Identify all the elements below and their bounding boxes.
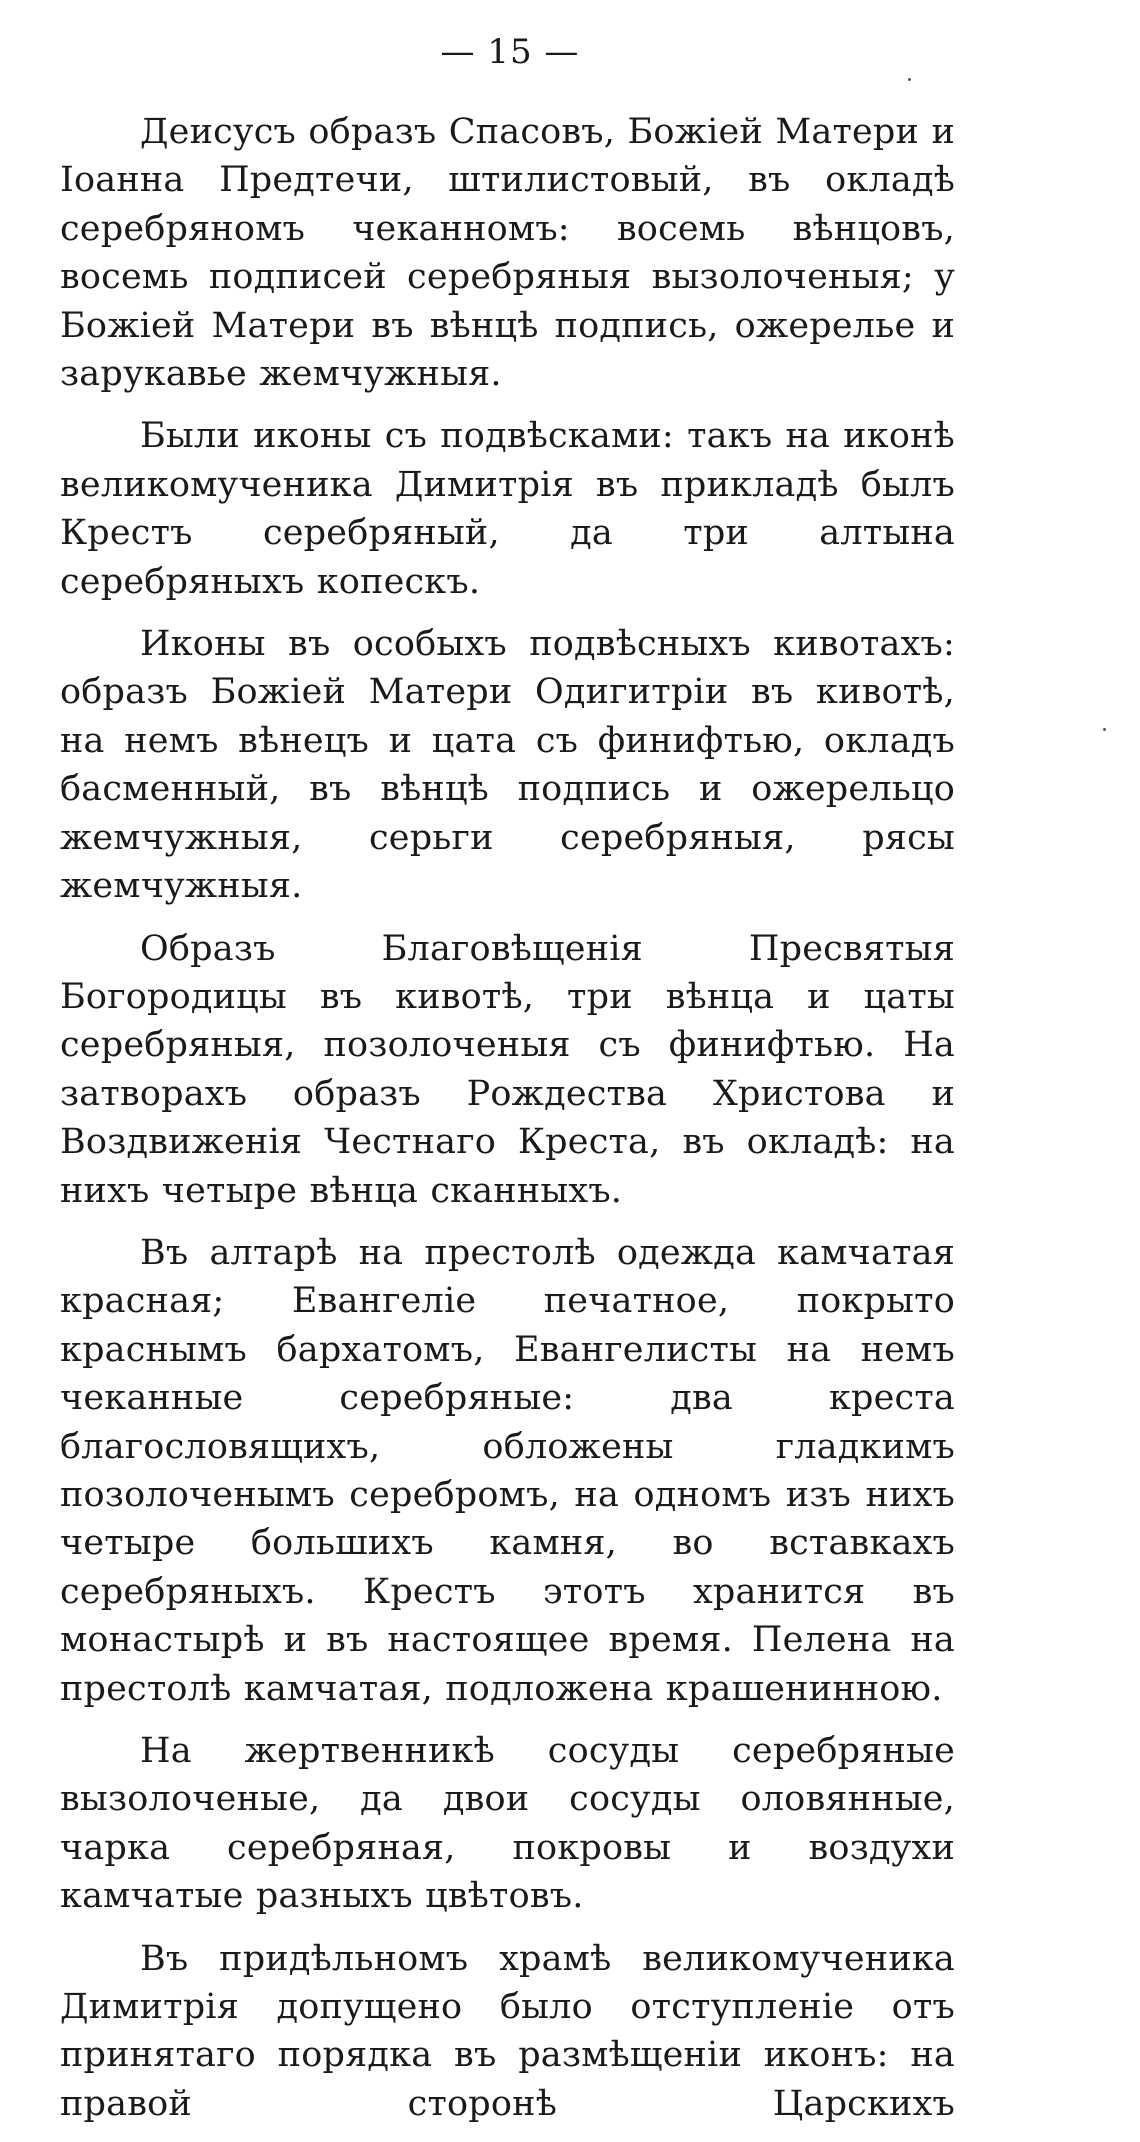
paragraph-annunciation-icon: Образъ Благовѣщенія Пресвятыя Богородицы въ кивотѣ, три вѣнца и цаты серебряныя, позолоченыя съ финифтью. На затворахъ образъ Рождества Христова и Воздвиженія Честнаго Креста, въ окладѣ: на нихъ четыре вѣнца сканныхъ. <box>60 928 955 1211</box>
paragraph-icons-in-kiots: Иконы въ особыхъ подвѣсныхъ кивотахъ: образъ Божіей Матери Одигитріи въ кивотѣ, на немъ вѣнецъ и цата съ финифтью, окладъ басменный, въ вѣнцѣ подпись и ожерельцо жемчужныя, серьги серебряныя, рясы жемчужныя. <box>60 624 955 907</box>
paragraph-altar: Въ алтарѣ на престолѣ одежда камчатая красная; Евангеліе печатное, покрыто краснымъ бархатомъ, Евангелисты на немъ чеканные серебряные: два креста благословящихъ, обложены гладкимъ позолоченымъ серебромъ, на одномъ изъ нихъ четыре большихъ камня, во вставкахъ серебряныхъ. Крестъ этотъ хранится въ монастырѣ и въ настоящее время. Пелена на престолѣ камчатая, подложена крашенинною. <box>60 1232 955 1709</box>
body-text <box>60 108 955 2142</box>
page-number: — 15 — <box>440 32 580 72</box>
paragraph-deisus: Деисусъ образъ Спасовъ, Божіей Матери и Іоанна Предтечи, штилистовый, въ окладѣ серебряномъ чеканномъ: восемь вѣнцовъ, восемь подписей серебряныя вызолоченыя; у Божіей Матери въ вѣнцѣ подпись, ожерелье и зарукавье жемчужныя. <box>60 112 955 395</box>
scan-speck <box>1103 728 1106 731</box>
paragraph-icons-with-pendants: Были иконы съ подвѣсками: такъ на иконѣ великомученика Димитрія въ прикладѣ былъ Крестъ серебряный, да три алтына серебряныхъ копескъ. <box>60 416 955 602</box>
scan-speck <box>908 78 911 81</box>
paragraph-prothesis-table: На жертвенникѣ сосуды серебряные вызолоченые, да двои сосуды оловянные, чарка серебряная, покровы и воздухи камчатые разныхъ цвѣтовъ. <box>60 1731 955 1917</box>
paragraph-side-chapel: Въ придѣльномъ храмѣ великомученика Димитрія допущено было отступленіе отъ принятаго порядка въ размѣщеніи иконъ: на правой сторонѣ Царскихъ <box>60 1938 955 2124</box>
